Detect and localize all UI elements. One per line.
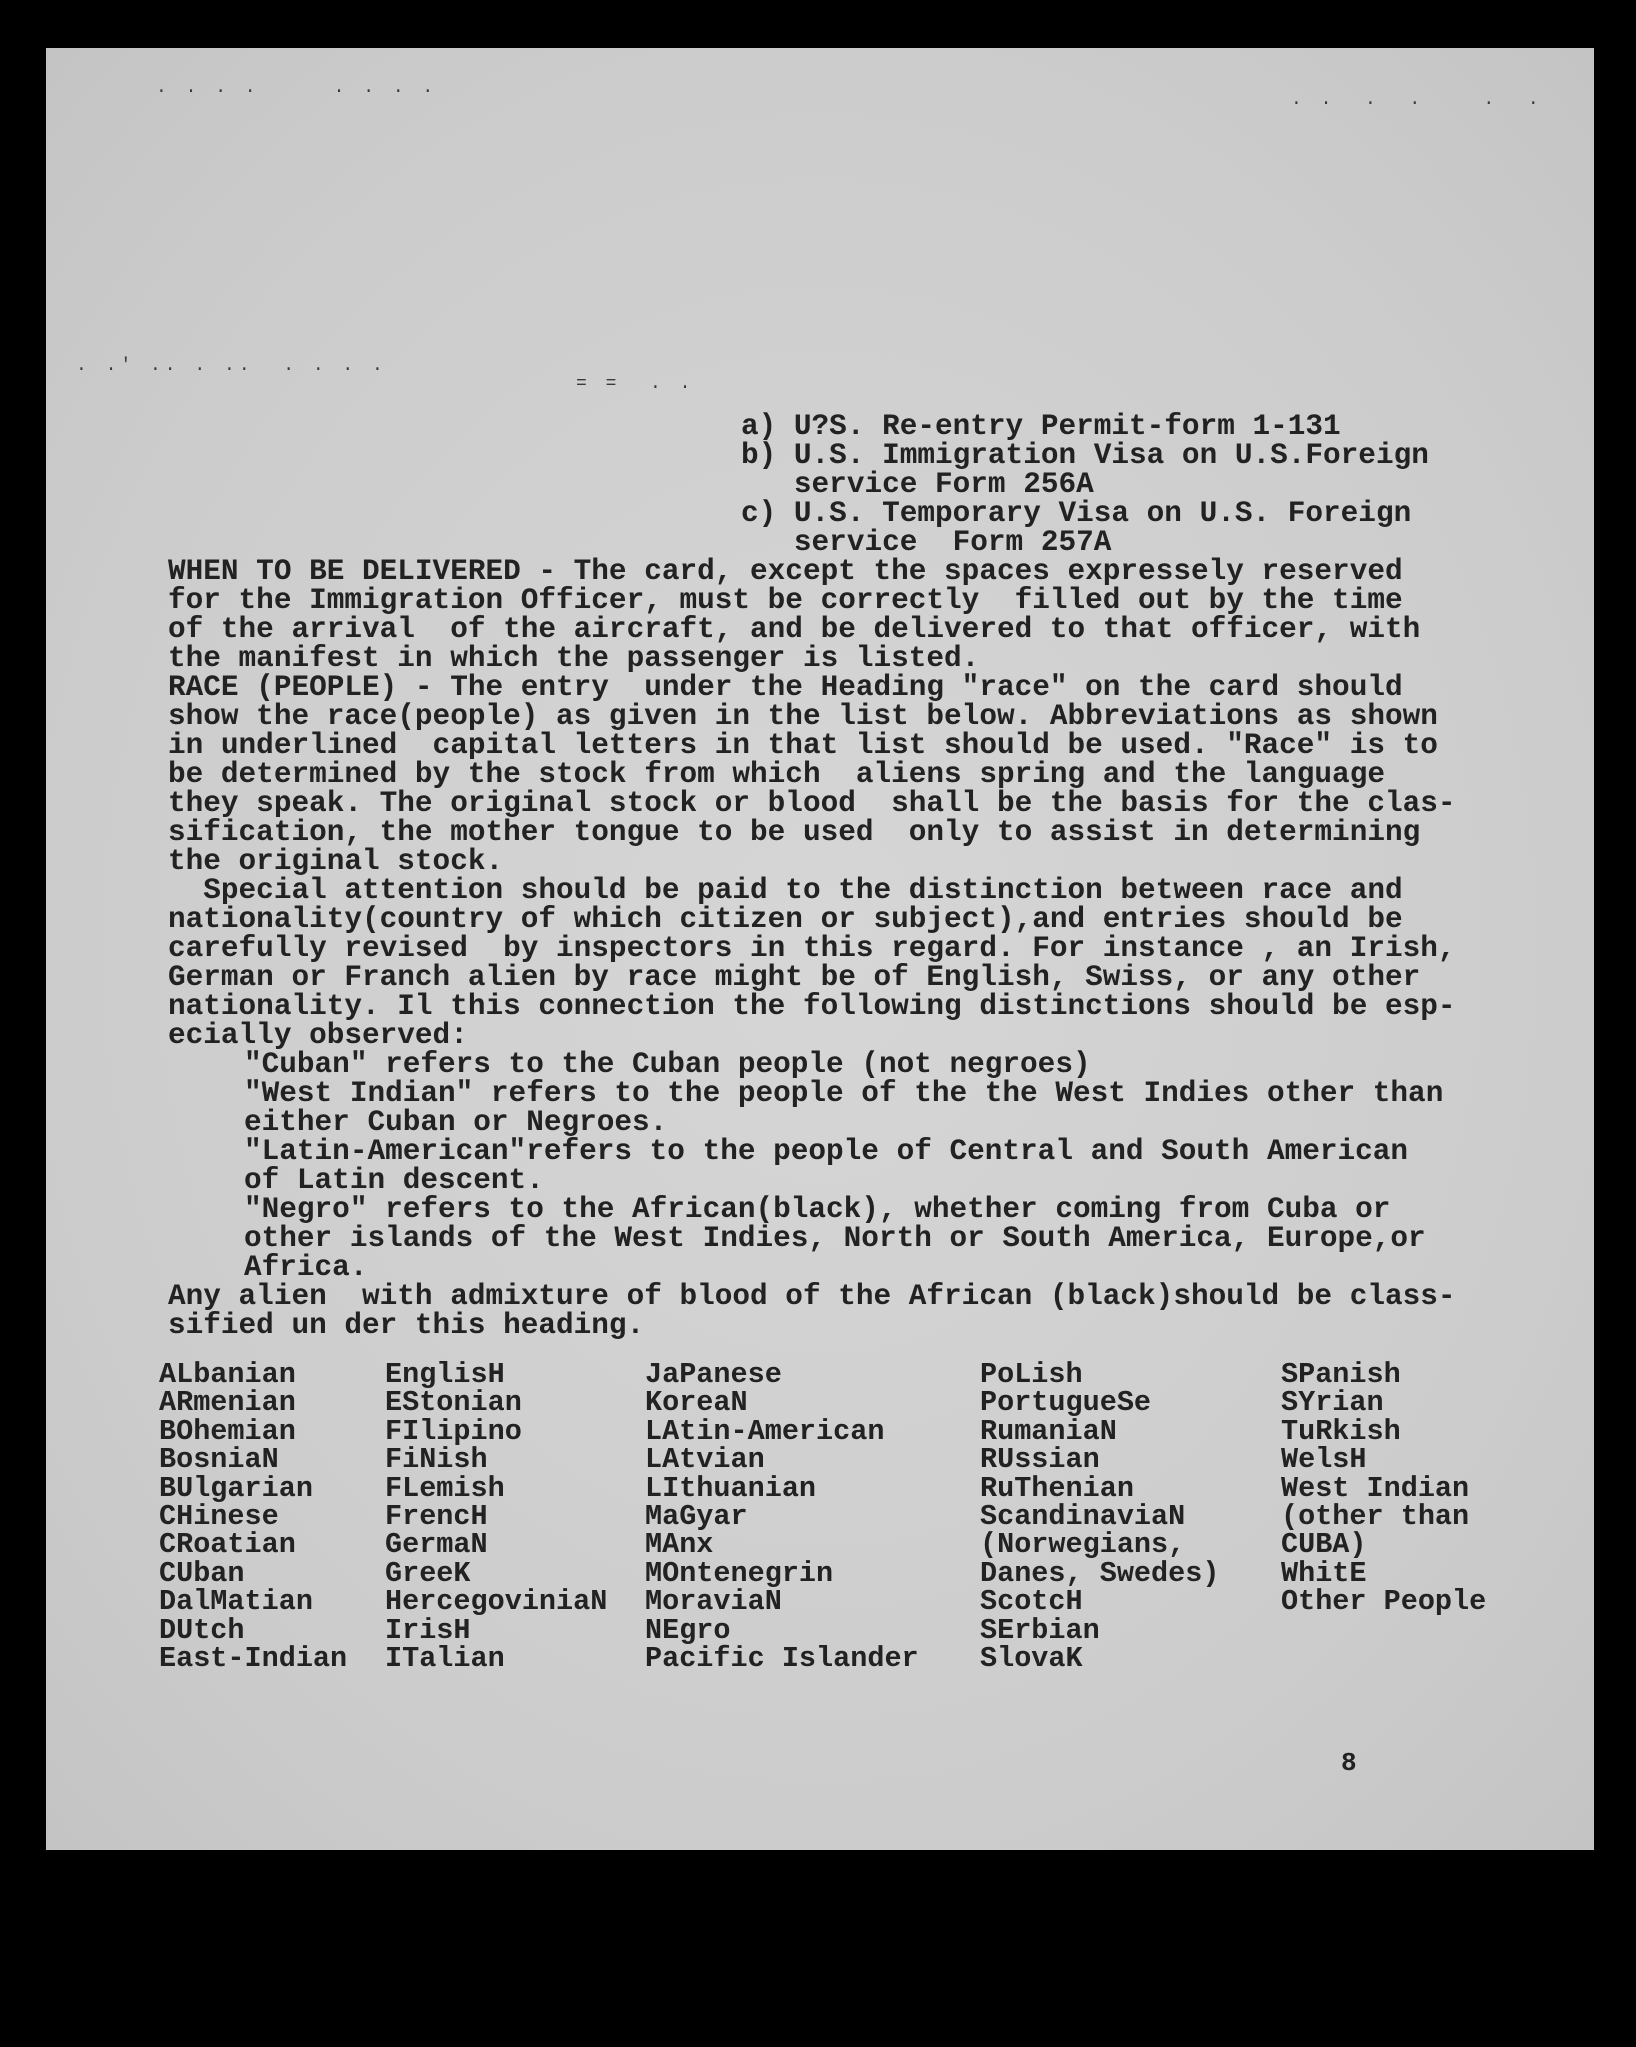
text-line: the original stock. [168,845,504,878]
race-entry: KoreaN [645,1386,748,1420]
race-entry: CHinese [159,1500,279,1534]
text-line: service Form 257A [741,526,1112,559]
text-line: show the race(people) as given in the list below. Abbreviations as shown [168,700,1438,733]
race-entry: MoraviaN [645,1585,782,1619]
race-entry: DalMatian [159,1585,313,1619]
text-line: of Latin descent. [244,1164,544,1197]
race-entry: East-Indian [159,1642,348,1676]
text-line: the manifest in which the passenger is listed. [168,642,980,675]
text-line: carefully revised by inspectors in this regard. For instance , an Irish, [168,932,1456,965]
race-entry: RumaniaN [980,1414,1117,1448]
race-entry: SPanish [1281,1358,1401,1391]
race-entry: WhitE [1281,1556,1367,1590]
text-line: c) U.S. Temporary Visa on U.S. Foreign [741,497,1412,530]
race-entry: CUBA) [1281,1528,1367,1562]
text-line: WHEN TO BE DELIVERED - The card, except the spaces expressely reserved [168,555,1403,588]
race-entry: MAnx [645,1528,714,1562]
race-entry: GreeK [385,1556,471,1590]
race-entry: (Norwegians, [980,1528,1186,1562]
race-column [980,1358,1220,1676]
race-column [645,1358,919,1676]
race-column [385,1358,608,1676]
race-entry: NEgro [645,1613,731,1647]
race-column [159,1358,348,1676]
scan-speck: . . . . . . [1291,90,1543,110]
text-line: ecially observed: [168,1019,468,1052]
race-entry: (other than [1281,1500,1470,1534]
race-entry: LIthuanian [645,1471,817,1505]
race-entry: JaPanese [645,1358,782,1391]
race-entry: MOntenegrin [645,1556,834,1590]
race-entry: LAtin-American [645,1414,885,1448]
race-entry: EStonian [385,1386,522,1420]
text-line: Any alien with admixture of blood of the African (black)should be class- [168,1280,1456,1313]
race-entry: WelsH [1281,1443,1367,1477]
text-line: sification, the mother tongue to be used only to assist in determining [168,816,1421,849]
text-line: sified un der this heading. [168,1309,645,1342]
race-entry: Pacific Islander [645,1642,919,1676]
race-entry: ScotcH [980,1585,1083,1619]
text-line: "Negro" refers to the African(black), whether coming from Cuba or [244,1193,1391,1226]
race-column [1281,1358,1487,1619]
race-entry: SYrian [1281,1386,1384,1420]
race-entry: West Indian [1281,1471,1470,1505]
race-entry: PortugueSe [980,1386,1152,1420]
text-line: German or Franch alien by race might be of English, Swiss, or any other [168,961,1421,994]
text-line: "West Indian" refers to the people of the the West Indies other than [244,1077,1444,1110]
race-entry: BOhemian [159,1414,296,1448]
race-entry: CUban [159,1556,245,1590]
text-line: Africa. [244,1251,368,1284]
race-entry: Danes, Swedes) [980,1556,1220,1590]
race-entry: IrisH [385,1613,471,1647]
race-entry: ITalian [385,1642,505,1676]
scan-speck: . . . . . . . . [156,78,438,98]
text-line: they speak. The original stock or blood shall be the basis for the clas- [168,787,1456,820]
race-entry: FIlipino [385,1414,522,1448]
race-entry: GermaN [385,1528,488,1562]
race-entry: SlovaK [980,1642,1083,1676]
text-line: RACE (PEOPLE) - The entry under the Heading "race" on the card should [168,671,1403,704]
text-line: b) U.S. Immigration Visa on U.S.Foreign [741,439,1429,472]
race-entry: DUtch [159,1613,245,1647]
race-entry: ScandinaviaN [980,1500,1186,1534]
race-entry: SErbian [980,1613,1100,1647]
text-line: service Form 256A [741,468,1094,501]
race-entry: BUlgarian [159,1471,313,1505]
race-entry: PoLish [980,1358,1083,1391]
text-line: be determined by the stock from which aliens spring and the language [168,758,1385,791]
text-line: either Cuban or Negroes. [244,1106,668,1139]
text-line: nationality(country of which citizen or subject),and entries should be [168,903,1403,936]
scan-speck: . .' .. . .. . . . . [76,356,387,376]
text-line: "Cuban" refers to the Cuban people (not negroes) [244,1048,1091,1081]
race-entry: FLemish [385,1471,505,1505]
race-entry: MaGyar [645,1500,748,1534]
race-entry: ARmenian [159,1386,296,1420]
race-entry: BosniaN [159,1443,279,1477]
text-line: for the Immigration Officer, must be correctly filled out by the time [168,584,1403,617]
race-entry: LAtvian [645,1443,765,1477]
text-line: nationality. Il this connection the following distinctions should be esp- [168,990,1456,1023]
race-entry: RUssian [980,1443,1100,1477]
race-entry: FrencH [385,1500,488,1534]
race-entry: CRoatian [159,1528,296,1562]
scan-speck: = = . . [576,374,695,394]
page-number: 8 [1341,1748,1357,1778]
text-line: in underlined capital letters in that list should be used. "Race" is to [168,729,1438,762]
text-line: of the arrival of the aircraft, and be delivered to that officer, with [168,613,1421,646]
race-entry: Other People [1281,1585,1487,1619]
text-line: Special attention should be paid to the distinction between race and [168,874,1403,907]
text-line: a) U?S. Re-entry Permit-form 1-131 [741,410,1341,443]
race-entry: HercegoviniaN [385,1585,608,1619]
race-entry: FiNish [385,1443,488,1477]
race-entry: EnglisH [385,1358,505,1391]
text-line: "Latin-American"refers to the people of Central and South American [244,1135,1409,1168]
document-page [46,48,1594,1850]
race-entry: TuRkish [1281,1414,1401,1448]
race-entry: ALbanian [159,1358,296,1391]
text-line: other islands of the West Indies, North or South America, Europe,or [244,1222,1426,1255]
race-entry: RuThenian [980,1471,1134,1505]
